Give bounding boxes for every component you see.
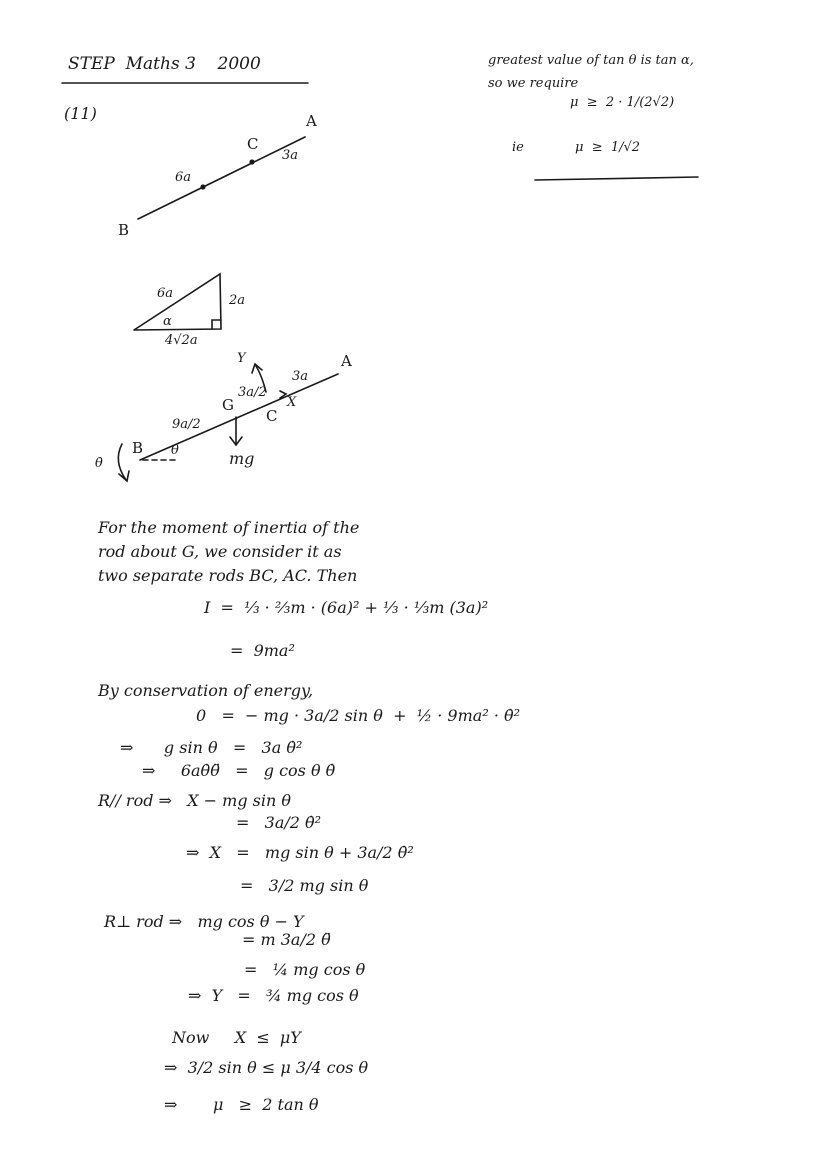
page-title: STEP Maths 3 2000 [68,54,261,74]
label-y: Y [237,351,246,366]
label-c-force: C [266,407,278,425]
intro-line-3: two separate rods BC, AC. Then [98,566,358,585]
intro-line-1: For the moment of inertia of the [98,518,360,537]
label-3a2: 3a/2 [238,385,267,400]
label-alpha: α [163,314,172,329]
resolve-parallel-1: R// rod ⇒ X − mg sin θ [98,791,292,810]
energy-equation-1: 0 = − mg · 3a/2 sin θ + ½ · 9ma² · θ̇² [196,706,521,725]
label-6a: 6a [175,170,192,185]
resolve-parallel-4: = 3/2 mg sin θ [240,876,369,895]
label-c: C [247,135,259,153]
label-9a2: 9a/2 [172,417,201,432]
label-g: G [222,396,234,414]
conclusion-line-2: so we require [488,76,579,91]
label-3a: 3a [282,148,299,163]
label-mg: mg [229,449,255,468]
midpoint-dot [200,184,205,189]
label-3a-force: 3a [292,369,309,384]
friction-line-1: Now X ≤ μY [172,1028,301,1047]
energy-equation-2: ⇒ g sin θ = 3a θ̇² [120,738,303,757]
question-number: (11) [64,104,97,123]
energy-heading: By conservation of energy, [98,681,314,700]
resolve-parallel-2: = 3a/2 θ̇² [236,813,322,832]
friction-line-3: ⇒ μ ≥ 2 tan θ [164,1095,319,1114]
inequality-1: μ ≥ 2 · 1/(2√2) [570,95,675,110]
answer-underline [535,177,698,180]
inertia-equation: I = ⅓ · ⅔m · (6a)² + ⅓ · ⅓m (3a)² [204,598,489,617]
label-b: B [118,221,130,239]
label-b-force: B [132,439,144,457]
intro-line-2: rod about G, we consider it as [98,542,342,561]
point-c-dot [249,159,254,164]
friction-line-2: ⇒ 3/2 sin θ ≤ μ 3/4 cos θ [164,1058,369,1077]
label-a-force: A [341,352,352,370]
rod-line [138,137,305,219]
ie-label: ie [512,140,524,155]
conclusion-line-1: greatest value of tan θ is tan α, [488,53,694,68]
inertia-result: = 9ma² [230,641,295,660]
energy-equation-3: ⇒ 6aθ̇θ̈ = g cos θ θ̇ [142,761,336,780]
resolve-perp-4: ⇒ Y = ¾ mg cos θ [188,986,359,1005]
label-height: 2a [229,293,246,308]
resolve-perp-3: = ¼ mg cos θ [244,960,366,979]
inequality-2: μ ≥ 1/√2 [575,140,641,155]
label-theta: θ [171,443,179,458]
label-theta-dot: θ̇ [95,456,103,471]
right-angle-mark [212,320,221,329]
label-x: X [287,395,297,410]
label-base: 4√2a [165,333,198,348]
triangle-shape [134,274,221,330]
label-a: A [306,112,317,130]
label-hypotenuse: 6a [157,286,174,301]
resolve-perp-2: = m 3a/2 θ̈ [242,930,331,949]
resolve-parallel-3: ⇒ X = mg sin θ + 3a/2 θ̇² [186,843,414,862]
resolve-perp-1: R⊥ rod ⇒ mg cos θ − Y [104,912,304,931]
